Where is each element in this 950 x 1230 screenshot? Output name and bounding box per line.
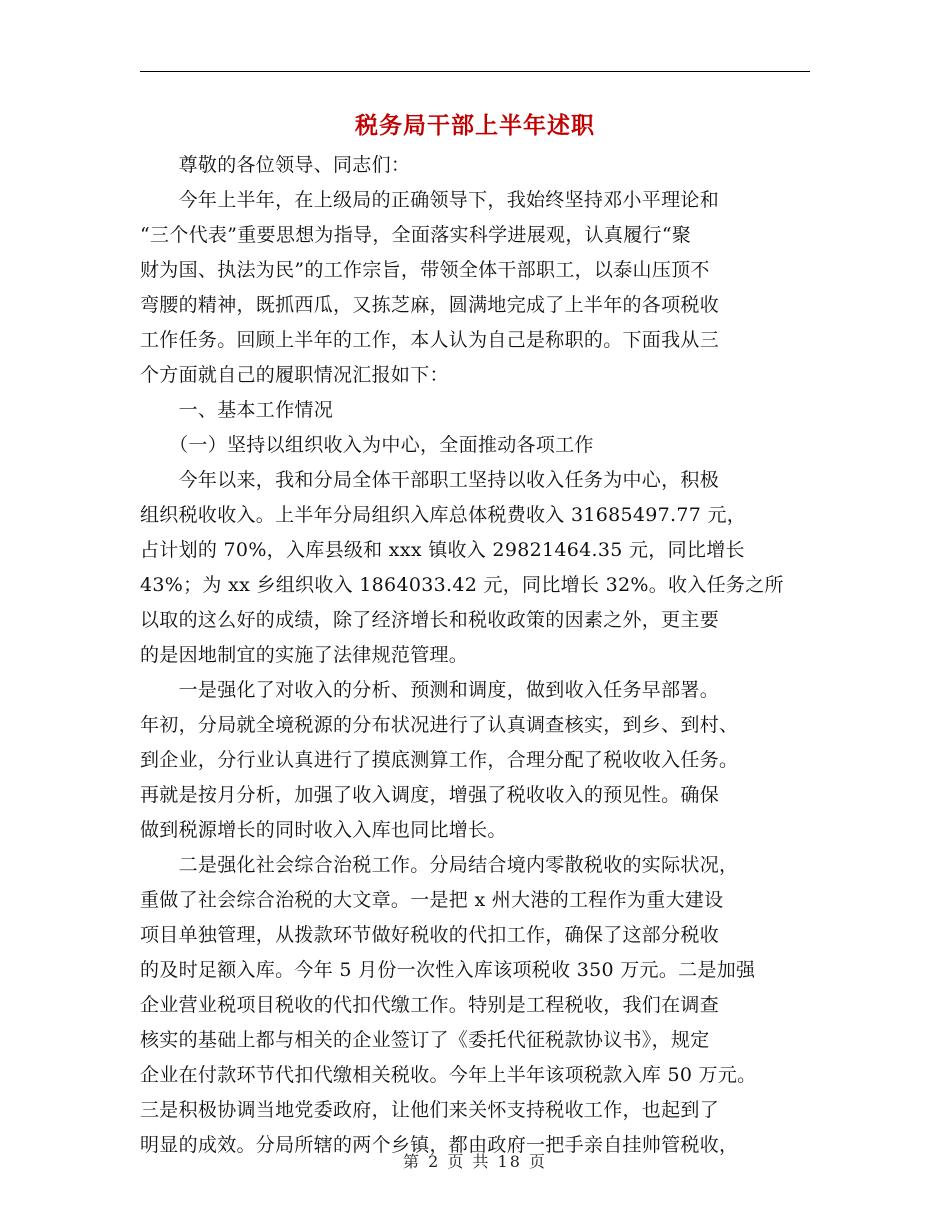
subsection-heading: （一）坚持以组织收入为中心，全面推动各项工作 (140, 434, 594, 456)
page-number: 第 2 页 共 18 页 (403, 1152, 547, 1171)
body-line: 企业营业税项目税收的代扣代缴工作。特别是工程税收，我们在调查 (140, 994, 720, 1016)
body-line: 以取的这么好的成绩，除了经济增长和税收政策的因素之外，更主要 (140, 609, 720, 631)
body-line: 组织税收收入。上半年分局组织入库总体税费收入 31685497.77 元， (140, 504, 747, 526)
body-line: 今年上半年，在上级局的正确领导下，我始终坚持邓小平理论和 (140, 189, 720, 211)
body-line: 核实的基础上都与相关的企业签订了《委托代征税款协议书》，规定 (140, 1029, 710, 1051)
body-line: 企业在付款环节代扣代缴相关税收。今年上半年该项税款入库 50 万元。 (140, 1064, 757, 1086)
body-line: 占计划的 70%，入库县级和 xxx 镇收入 29821464.35 元，同比增长 (140, 539, 745, 561)
body-line: 明显的成效。分局所辖的两个乡镇，都由政府一把手亲自挂帅管税收， (140, 1134, 739, 1156)
body-line: 的是因地制宜的实施了法律规范管理。 (140, 644, 469, 666)
body-line: 工作任务。回顾上半年的工作，本人认为自己是称职的。下面我从三 (140, 329, 720, 351)
body-line: 一是强化了对收入的分析、预测和调度，做到收入任务早部署。 (140, 679, 720, 701)
body-line: 尊敬的各位领导、同志们： (140, 154, 411, 176)
body-line: 弯腰的精神，既抓西瓜，又拣芝麻，圆满地完成了上半年的各项税收 (140, 294, 720, 316)
body-line: “三个代表”重要思想为指导，全面落实科学进展观，认真履行“聚 (140, 224, 692, 246)
body-line: 财为国、执法为民”的工作宗旨，带领全体干部职工，以泰山压顶不 (140, 259, 710, 281)
body-line: 今年以来，我和分局全体干部职工坚持以收入任务为中心，积极 (140, 469, 720, 491)
body-line: 个方面就自己的履职情况汇报如下： (140, 364, 449, 386)
header-rule (140, 71, 810, 72)
body-line: 二是强化社会综合治税工作。分局结合境内零散税收的实际状况， (140, 854, 739, 876)
body-line: 的及时足额入库。今年 5 月份一次性入库该项税收 350 万元。二是加强 (140, 959, 756, 981)
body-line: 做到税源增长的同时收入入库也同比增长。 (140, 819, 507, 841)
body-line: 三是积极协调当地党委政府，让他们来关怀支持税收工作，也起到了 (140, 1099, 720, 1121)
body-line: 项目单独管理，从拨款环节做好税收的代扣工作，确保了这部分税收 (140, 924, 720, 946)
body-line: 再就是按月分析，加强了收入调度，增强了税收收入的预见性。确保 (140, 784, 720, 806)
body-line: 重做了社会综合治税的大文章。一是把 x 州大港的工程作为重大建设 (140, 889, 724, 911)
body-line: 43%；为 xx 乡组织收入 1864033.42 元，同比增长 32%。收入任务之所 (140, 574, 784, 596)
section-heading: 一、基本工作情况 (140, 399, 334, 421)
body-line: 年初，分局就全境税源的分布状况进行了认真调查核实，到乡、到村、 (140, 714, 739, 736)
document-title: 税务局干部上半年述职 (355, 112, 595, 139)
body-line: 到企业，分行业认真进行了摸底测算工作，合理分配了税收收入任务。 (140, 749, 739, 771)
